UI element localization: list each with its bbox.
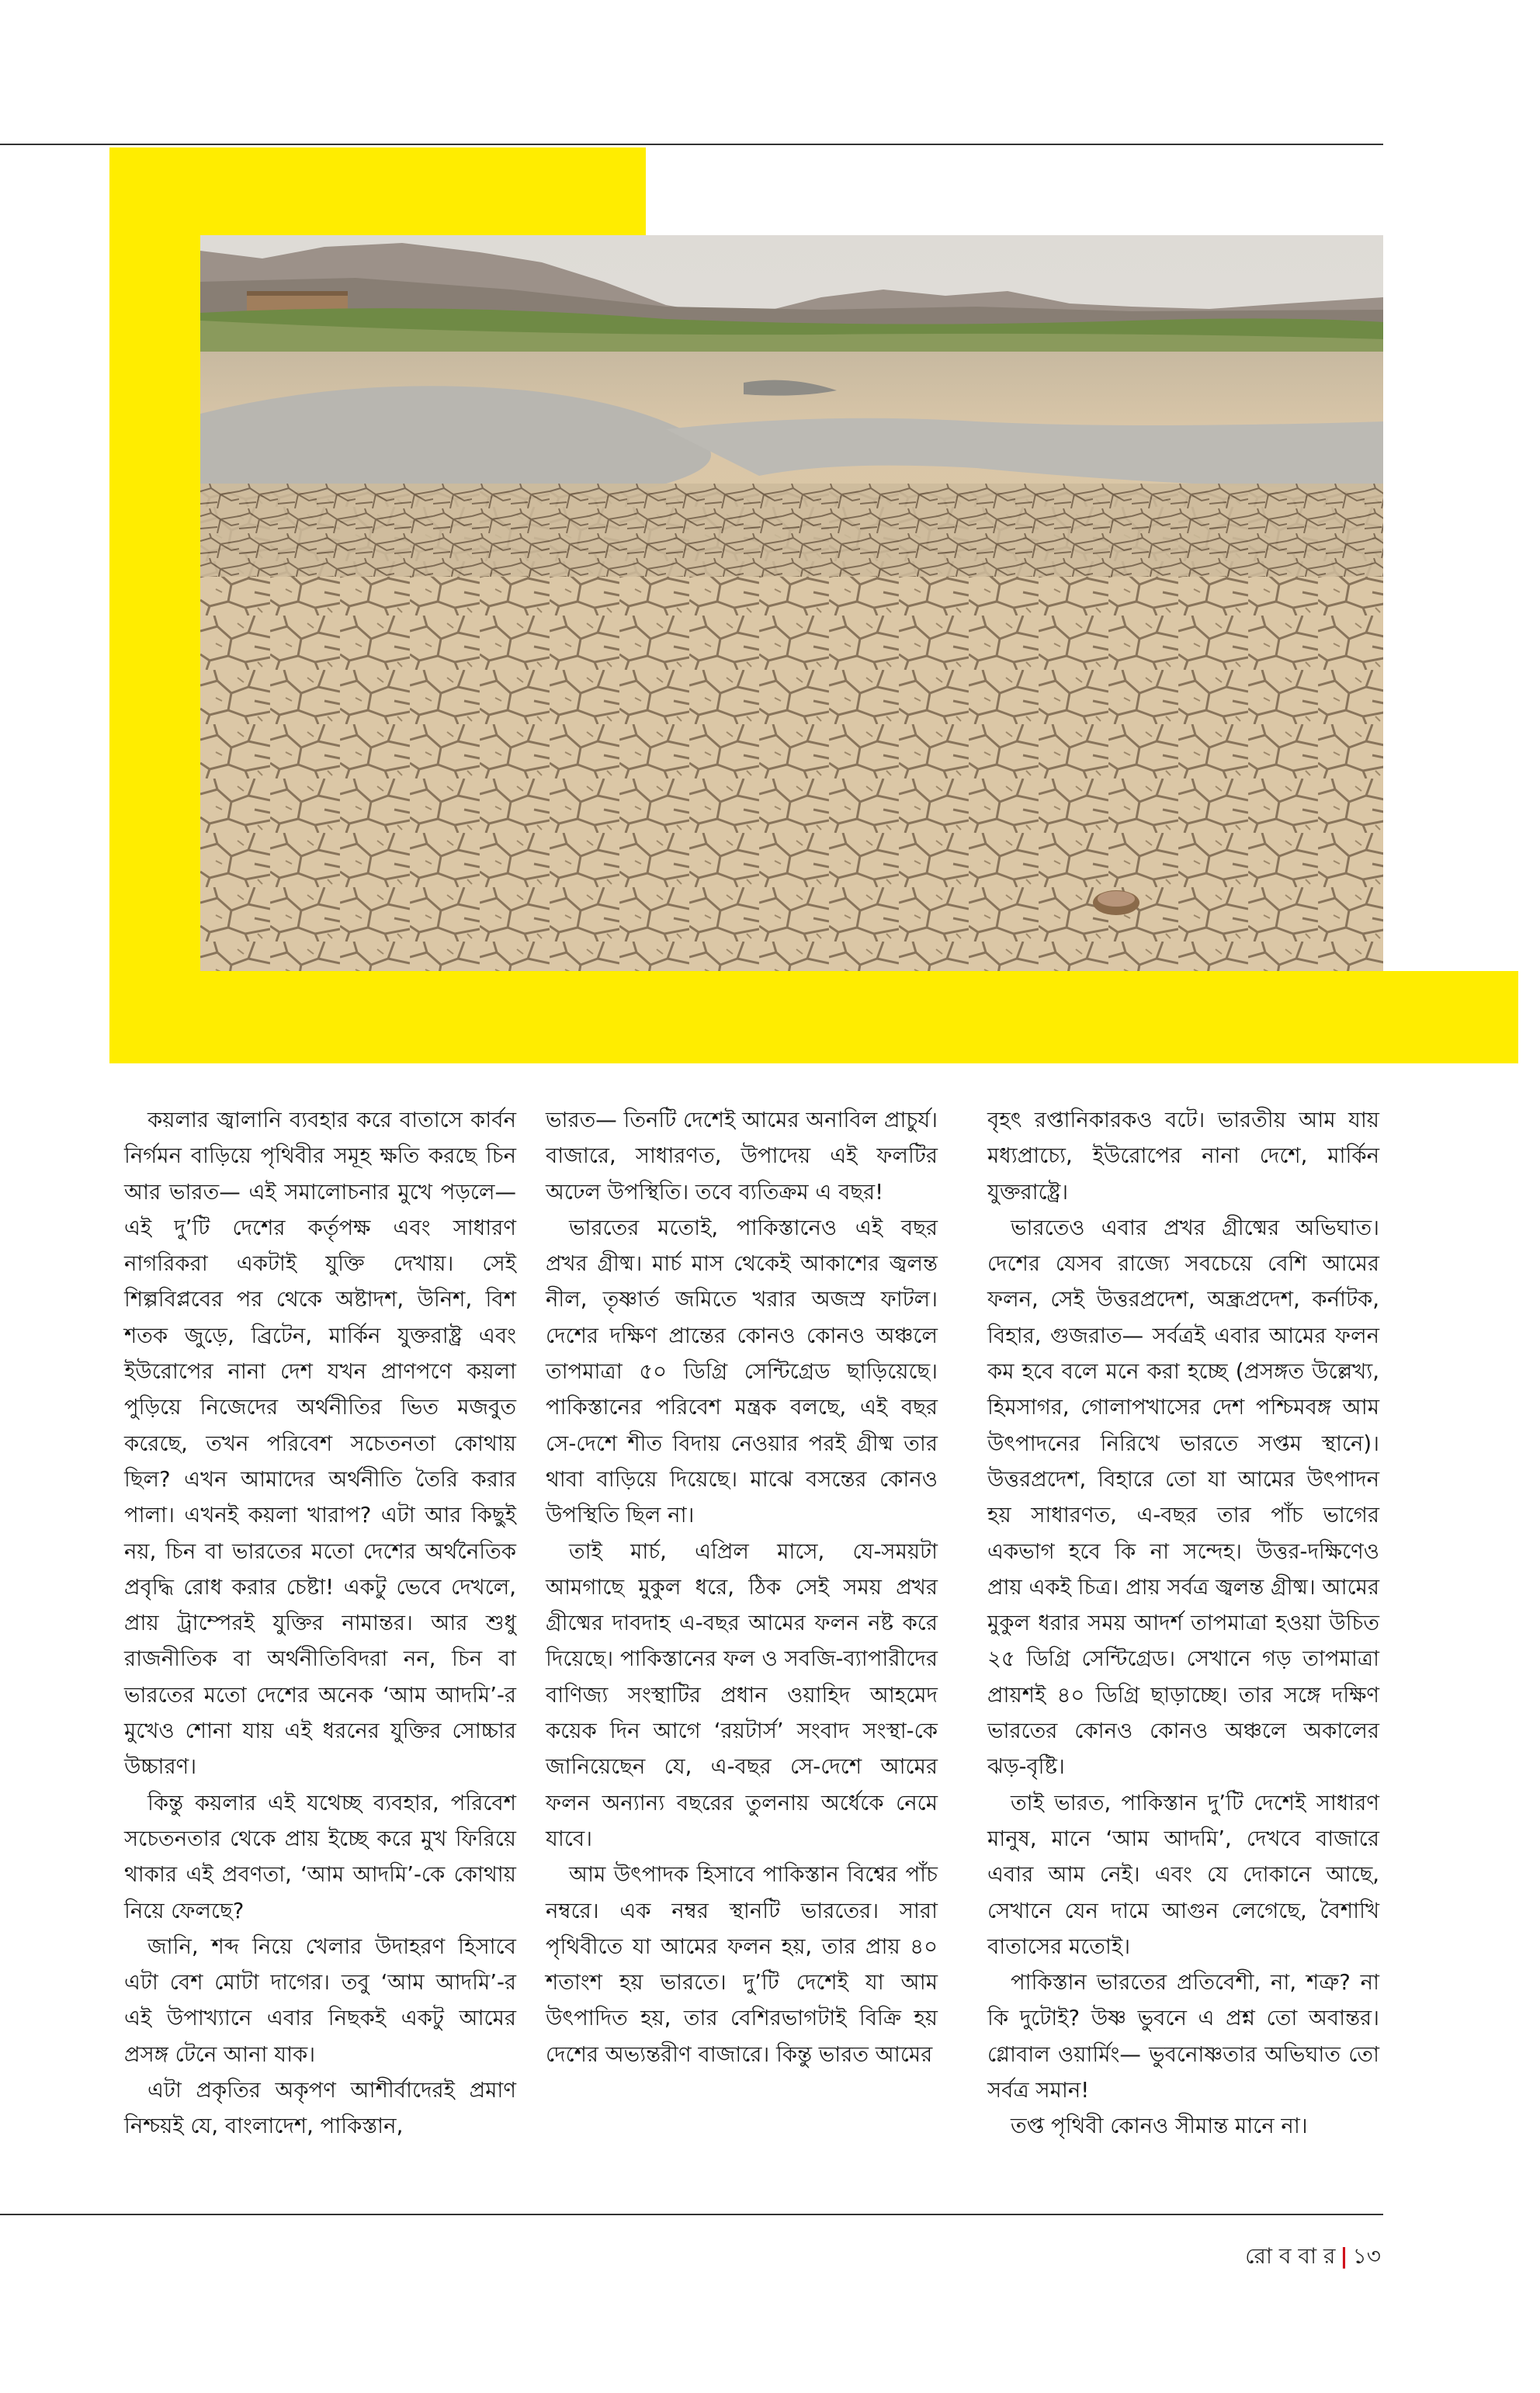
page-folio: [1245, 2239, 1381, 2276]
bottom-rule: [0, 2214, 1383, 2215]
article-column-2: [546, 1102, 938, 2072]
folio-separator: |: [1340, 2243, 1348, 2269]
paragraph: তপ্ত পৃথিবী কোনও সীমান্ত মানে না।: [1011, 2114, 1308, 2139]
paragraph: ভারত— তিনটি দেশেই আমের অনাবিল প্রাচুর্য। বাজারে, সাধারণত, উপাদেয় এই ফলটির অঢেল উপস্থিতি। তবে ব্যতিক্রম এ বছর!: [546, 1108, 938, 1205]
top-rule: [0, 144, 1383, 145]
yellow-accent-bottom: [109, 971, 1518, 1063]
paragraph: কিন্তু কয়লার এই যথেচ্ছ ব্যবহার, পরিবেশ সচেতনতার থেকে প্রায় ইচ্ছে করে মুখ ফিরিয়ে থাকার এই প্রবণতা, ‘আম আদমি’-কে কোথায় নিয়ে ফেলছে?: [124, 1790, 516, 1923]
paragraph: তাই মার্চ, এপ্রিল মাসে, যে-সময়টা আমগাছে মুকুল ধরে, ঠিক সেই সময় প্রখর গ্রীষ্মের দাবদাহ এ-বছর আমের ফলন নষ্ট করে দিয়েছে। পাকিস্তানের ফল ও সবজি-ব্যাপারীদের বাণিজ্য সংস্থাটির প্রধান ওয়াহিদ আহমেদ কয়েক দিন আগে ‘রয়টার্স’ সংবাদ সংস্থা-কে জানিয়েছেন যে, এ-বছর সে-দেশে আমের ফলন অন্যান্য বছরের তুলনায় অর্ধেকে নেমে যাবে।: [546, 1538, 938, 1851]
paragraph: ভারতের মতোই, পাকিস্তানেও এই বছর প্রখর গ্রীষ্ম। মার্চ মাস থেকেই আকাশের জ্বলন্ত নীল, তৃষ্ণার্ত জমিতে খরার অজস্র ফাটল। দেশের দক্ষিণ প্রান্তের কোনও কোনও অঞ্চলে তাপমাত্রা ৫০ ডিগ্রি সেন্টিগ্রেড ছাড়িয়েছে। পাকিস্তানের পরিবেশ মন্ত্রক বলছে, এই বছর সে-দেশে শীত বিদায় নেওয়ার পরই গ্রীষ্ম তার থাবা বাড়িয়ে দিয়েছে। মাঝে বসন্তের কোনও উপস্থিতি ছিল না।: [546, 1215, 938, 1528]
paragraph: পাকিস্তান ভারতের প্রতিবেশী, না, শত্রু? না কি দুটোই? উষ্ণ ভুবনে এ প্রশ্ন তো অবান্তর। গ্লোবাল ওয়ার্মিং— ভুবনোষ্ণতার অভিঘাত তো সর্বত্র সমান!: [987, 1970, 1379, 2103]
drought-cracked-earth-photo: [200, 235, 1383, 971]
paragraph: তাই ভারত, পাকিস্তান দু’টি দেশেই সাধারণ মানুষ, মানে ‘আম আদমি’, দেখবে বাজারে এবার আম নেই। এবং যে দোকানে আছে, সেখানে যেন দামে আগুন লেগেছে, বৈশাখি বাতাসের মতোই।: [987, 1790, 1379, 1959]
paragraph: কয়লার জ্বালানি ব্যবহার করে বাতাসে কার্বন নির্গমন বাড়িয়ে পৃথিবীর সমূহ ক্ষতি করছে চিন আর ভারত— এই সমালোচনার মুখে পড়লে— এই দু’টি দেশের কর্তৃপক্ষ এবং সাধারণ নাগরিকরা একটাই যুক্তি দেখায়। সেই শিল্পবিপ্লবের পর থেকে অষ্টাদশ, উনিশ, বিশ শতক জুড়ে, ব্রিটেন, মার্কিন যুক্তরাষ্ট্র এবং ইউরোপের নানা দেশ যখন প্রাণপণে কয়লা পুড়িয়ে নিজেদের অর্থনীতির ভিত মজবুত করেছে, তখন পরিবেশ সচেতনতা কোথায় ছিল? এখন আমাদের অর্থনীতি তৈরি করার পালা। এখনই কয়লা খারাপ? এটা আর কিছুই নয়, চিন বা ভারতের মতো দেশের অর্থনৈতিক প্রবৃদ্ধি রোধ করার চেষ্টা! একটু ভেবে দেখলে, প্রায় ট্রাম্পেরই যুক্তির নামান্তর। আর শুধু রাজনীতিক বা অর্থনীতিবিদরা নন, চিন বা ভারতের মতো দেশের অনেক ‘আম আদমি’-র মুখেও শোনা যায় এই ধরনের যুক্তির সোচ্চার উচ্চারণ।: [124, 1108, 516, 1780]
paragraph: ভারতেও এবার প্রখর গ্রীষ্মের অভিঘাত। দেশের যেসব রাজ্যে সবচেয়ে বেশি আমের ফলন, সেই উত্তরপ্রদেশ, অন্ধ্রপ্রদেশ, কর্নাটক, বিহার, গুজরাত— সর্বত্রই এবার আমের ফলন কম হবে বলে মনে করা হচ্ছে (প্রসঙ্গত উল্লেখ্য, হিমসাগর, গোলাপখাসের দেশ পশ্চিমবঙ্গ আম উৎপাদনের নিরিখে ভারতে সপ্তম স্থানে)। উত্তরপ্রদেশ, বিহারে তো যা আমের উৎপাদন হয় সাধারণত, এ-বছর তার পাঁচ ভাগের একভাগ হবে কি না সন্দেহ। উত্তর-দক্ষিণেও প্রায় একই চিত্র। প্রায় সর্বত্র জ্বলন্ত গ্রীষ্ম। আমের মুকুল ধরার সময় আদর্শ তাপমাত্রা হওয়া উচিত ২৫ ডিগ্রি সেন্টিগ্রেড। সেখানে গড় তাপমাত্রা প্রায়শই ৪০ ডিগ্রি ছাড়াচ্ছে। তার সঙ্গে দক্ষিণ ভারতের কোনও কোনও অঞ্চলে অকালের ঝড়-বৃষ্টি।: [987, 1215, 1380, 1780]
page-number: ১৩: [1352, 2243, 1381, 2269]
paragraph: আম উৎপাদক হিসাবে পাকিস্তান বিশ্বের পাঁচ নম্বরে। এক নম্বর স্থানটি ভারতের। সারা পৃথিবীতে যা আমের ফলন হয়, তার প্রায় ৪০ শতাংশ হয় ভারতে। দু’টি দেশেই যা আম উৎপাদিত হয়, তার বেশিরভাগটাই বিক্রি হয় দেশের অভ্যন্তরীণ বাজারে। কিন্তু ভারত আমের: [546, 1862, 938, 2067]
paragraph: জানি, শব্দ নিয়ে খেলার উদাহরণ হিসাবে এটা বেশ মোটা দাগের। তবু ‘আম আদমি’-র এই উপাখ্যানে এবার নিছকই একটু আমের প্রসঙ্গ টেনে আনা যাক।: [124, 1933, 516, 2067]
yellow-accent-left: [109, 147, 200, 1063]
article-column-3: [987, 1102, 1379, 2145]
paragraph: এটা প্রকৃতির অকৃপণ আশীর্বাদেরই প্রমাণ নিশ্চয়ই যে, বাংলাদেশ, পাকিস্তান,: [124, 2078, 516, 2139]
paragraph: বৃহৎ রপ্তানিকারকও বটে। ভারতীয় আম যায় মধ্যপ্রাচ্যে, ইউরোপের নানা দেশে, মার্কিন যুক্তরাষ্ট্রে।: [987, 1108, 1379, 1205]
article-column-1: [124, 1102, 516, 2145]
magazine-name: রো ব বা র: [1245, 2243, 1336, 2269]
